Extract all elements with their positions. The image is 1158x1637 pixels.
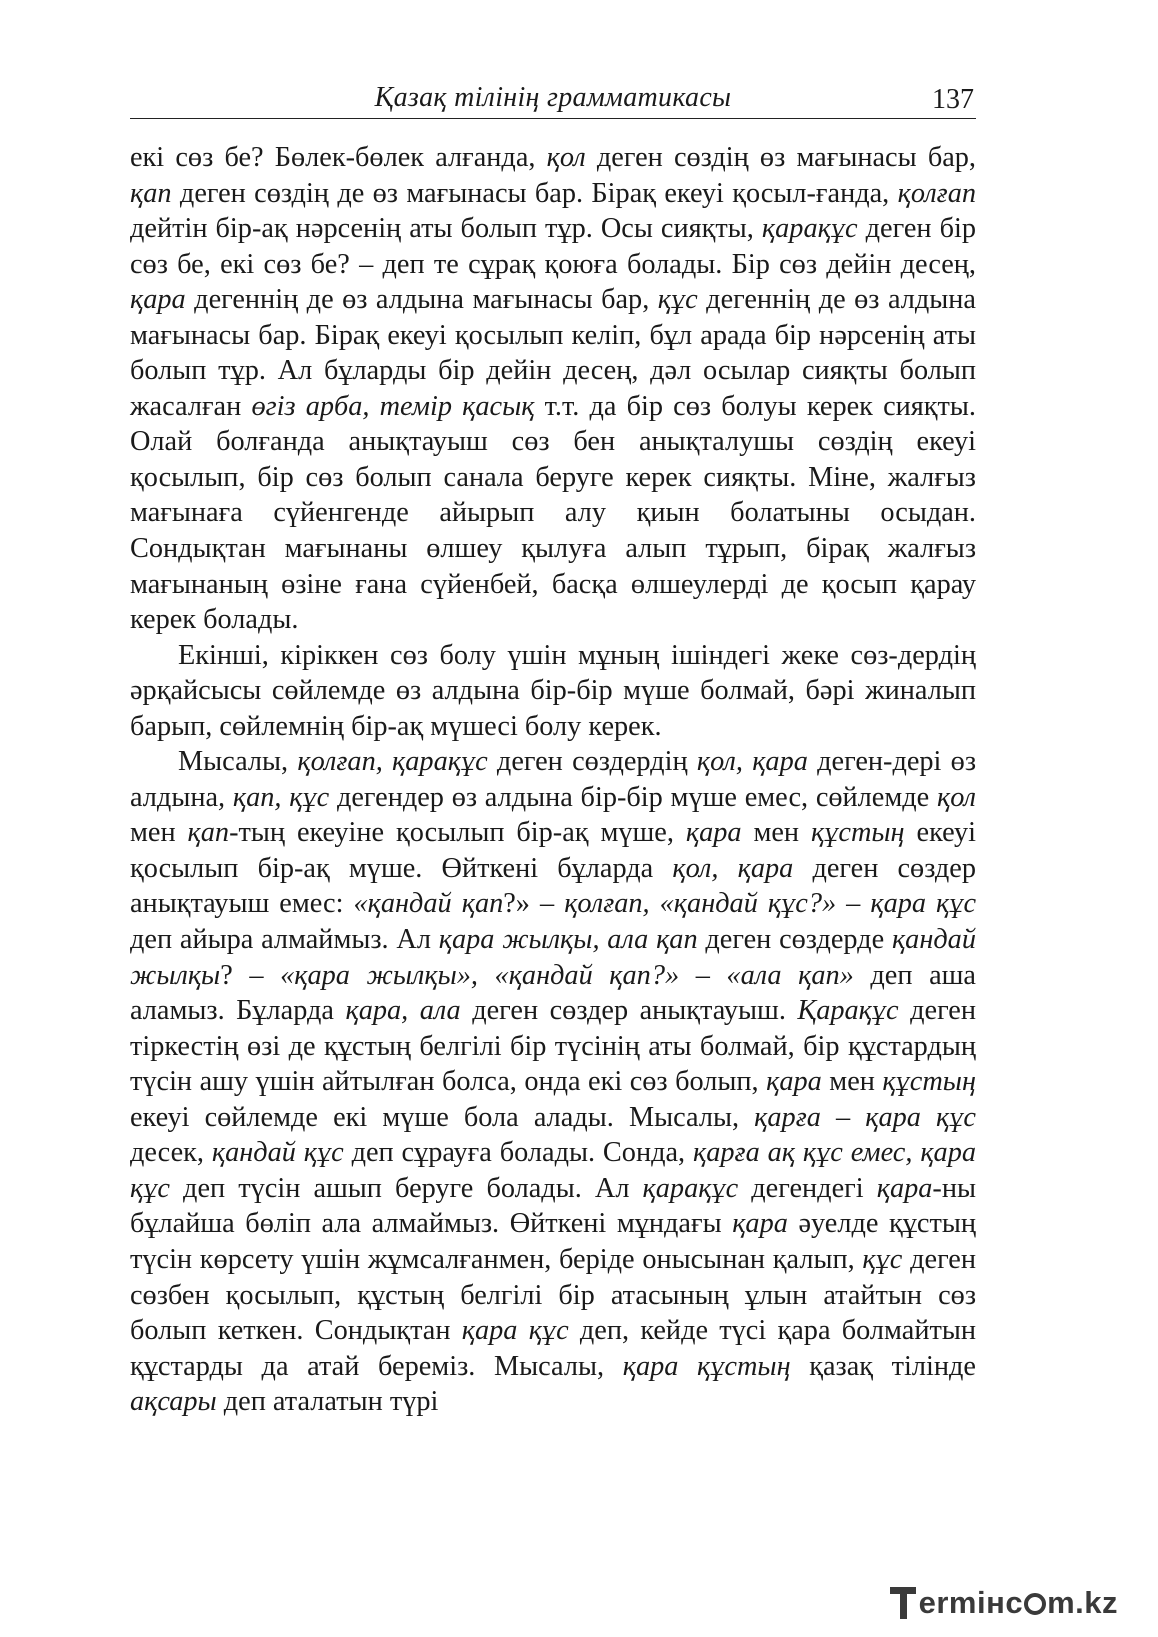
- body-text: [130, 140, 976, 1420]
- italic-term: қандай жылқы: [130, 924, 976, 991]
- italic-term: қол, қара: [696, 746, 808, 778]
- italic-term: «қара жылқы», «қандай қап?» – «ала қап»: [280, 959, 854, 991]
- circle-o-icon: [1024, 1593, 1046, 1615]
- text-run: Екінші, кіріккен сөз болу үшін мұның ішіндегі жеке сөз-дердің әрқайсысы сөйлемде өз алдына бір-бір мүше болмай, бәрі жиналып барып, сөйлемнің бір-ақ мүшесі болу керек.: [130, 639, 976, 742]
- italic-term: қара: [766, 1066, 822, 1098]
- italic-term: құстың: [811, 817, 905, 849]
- italic-term: қарақұс: [642, 1172, 739, 1204]
- text-run: деп аша аламыз. Бұларда: [130, 959, 976, 1027]
- text-run: екі сөз бе? Бөлек-бөлек алғанда,: [130, 142, 547, 173]
- t-logo-icon: [890, 1585, 916, 1621]
- italic-term: құс: [862, 1243, 903, 1275]
- italic-term: қара: [685, 817, 742, 849]
- italic-term: қара құс: [461, 1315, 569, 1347]
- italic-term: қолғап, «қандай құс?» – қара құс: [564, 888, 977, 920]
- text-run: деген сөздерде: [697, 924, 892, 956]
- italic-term: қол: [546, 142, 586, 173]
- text-run: екеуі сөйлемде екі мүше бола алады. Мысалы,: [130, 1101, 755, 1133]
- text-run: екеуі қосылып бір-ақ мүше. Өйткені бұларда: [130, 817, 976, 884]
- text-run: десек,: [130, 1137, 212, 1169]
- text-run: дегендегі: [738, 1172, 877, 1204]
- text-run: деген сөздер анықтауыш.: [460, 995, 798, 1027]
- italic-term: қолғап, қарақұс: [297, 746, 488, 778]
- text-run: деп аталатын түрі: [216, 1386, 439, 1418]
- text-run: мен: [741, 817, 811, 849]
- italic-term: қол, қара: [672, 852, 794, 884]
- watermark-text-1: ermінc: [918, 1585, 1024, 1620]
- running-title: Қазақ тілінің грамматикасы: [374, 82, 732, 113]
- text-run: деген сөздің де өз мағынасы бар. Бірақ екеуі қосыл-ғанда,: [171, 177, 898, 209]
- italic-term: қап: [187, 817, 230, 849]
- italic-term: құстың: [882, 1066, 976, 1098]
- text-run: дегеннің де өз алдына мағынасы бар,: [185, 284, 658, 316]
- italic-term: ақсары: [130, 1386, 217, 1418]
- italic-term: қап: [130, 177, 172, 209]
- italic-term: құс: [657, 284, 698, 316]
- text-run: деп айыра алмаймыз. Ал: [130, 924, 439, 956]
- watermark-logo: [890, 1582, 1118, 1624]
- page-number: 137: [932, 84, 974, 115]
- text-run: мен: [821, 1066, 883, 1098]
- italic-term: өгіз арба, темір қасық: [251, 390, 535, 422]
- italic-term: Қарақұс: [797, 995, 899, 1027]
- text-run: деген тіркестің өзі де құстың белгілі бір түсінің аты болмай, бір құстардың түсін ашу үшін айтылған болса, онда екі сөз болып,: [130, 995, 977, 1098]
- text-run: дегеннің де өз алдына мағынасы бар. Бірақ екеуі қосылып келіп, бұл арада бір нәрсенің аты болып тұр. Ал бұларды бір дейін десең, дәл осылар сияқты болып жасалған: [130, 284, 976, 422]
- text-run: -тың екеуіне қосылып бір-ақ мүше,: [229, 817, 686, 849]
- text-run: деген бір сөз бе, екі сөз бе? – деп те сұрақ қоюға болады. Бір сөз дейін десең,: [130, 213, 976, 280]
- italic-term: қарақұс: [761, 213, 858, 245]
- italic-term: қарға ақ құс емес, қара құс: [130, 1137, 976, 1204]
- text-run: т.т. да бір сөз болуы керек сияқты. Олай болғанда анықтауыш сөз бен анықталушы сөздің екеуі қосылып, бір сөз болып санала беруге керек сияқты. Міне, жалғыз мағынаға сүйенгенде айырып алу қиын болатыны осыдан. Сондықтан мағынаны өлшеу қылуға алып тұрып, бірақ жалғыз мағынаның өзіне ғана сүйенбей, басқа өлшеулерді де қосып қарау керек болады.: [130, 390, 977, 636]
- paragraph: [130, 744, 976, 1419]
- italic-term: қолғап: [897, 177, 976, 209]
- text-run: ? –: [220, 959, 281, 991]
- running-header: [130, 78, 976, 119]
- text-run: -ны бұлайша бөліп ала алмаймыз. Өйткені мұндағы: [130, 1172, 976, 1240]
- text-run: деген сөздердің: [487, 746, 697, 778]
- text-run: қазақ тілінде: [790, 1350, 976, 1382]
- text-run: ?» –: [503, 888, 565, 920]
- text-run: деген сөзбен қосылып, құстың белгілі бір атасының ұлын атайтын сөз болып кеткен. Сондықтан: [130, 1243, 976, 1347]
- text-run: мен: [130, 817, 188, 849]
- italic-term: қара, ала: [345, 995, 461, 1027]
- italic-term: қол: [936, 781, 977, 813]
- text-run: деген-дері өз алдына: [130, 746, 976, 813]
- paragraph: [130, 638, 976, 745]
- paragraph: [130, 140, 976, 638]
- watermark-text-2: m.kz: [1047, 1585, 1118, 1620]
- italic-term: «қандай қап: [353, 888, 504, 920]
- italic-term: қара: [732, 1208, 788, 1240]
- italic-term: , қап, құс: [218, 781, 330, 813]
- text-run: Мысалы,: [178, 746, 298, 778]
- italic-term: қара: [130, 284, 186, 316]
- text-run: деп түсін ашып беруге болады. Ал: [169, 1172, 643, 1204]
- italic-term: қарға – қара құс: [754, 1101, 976, 1133]
- text-run: деп, кейде түсі қара болмайтын құстарды да атай береміз. Мысалы,: [130, 1315, 976, 1382]
- text-run: дейтін бір-ақ нәрсенің аты болып тұр. Осы сияқты,: [130, 213, 762, 245]
- italic-term: қара жылқы, ала қап: [438, 924, 698, 956]
- text-run: деген сөздер анықтауыш емес:: [130, 852, 976, 920]
- text-run: дегендер өз алдына бір-бір мүше емес, сөйлемде: [329, 781, 937, 813]
- text-run: әуелде құстың түсін көрсету үшін жұмсалғанмен, беріде онысынан қалып,: [130, 1208, 976, 1275]
- italic-term: қара: [876, 1172, 933, 1204]
- italic-term: қандай құс: [211, 1137, 344, 1169]
- text-run: деп сұрауға болады. Сонда,: [343, 1137, 694, 1169]
- italic-term: қара құстың: [622, 1350, 791, 1382]
- text-run: деген сөздің өз мағынасы бар,: [585, 142, 976, 173]
